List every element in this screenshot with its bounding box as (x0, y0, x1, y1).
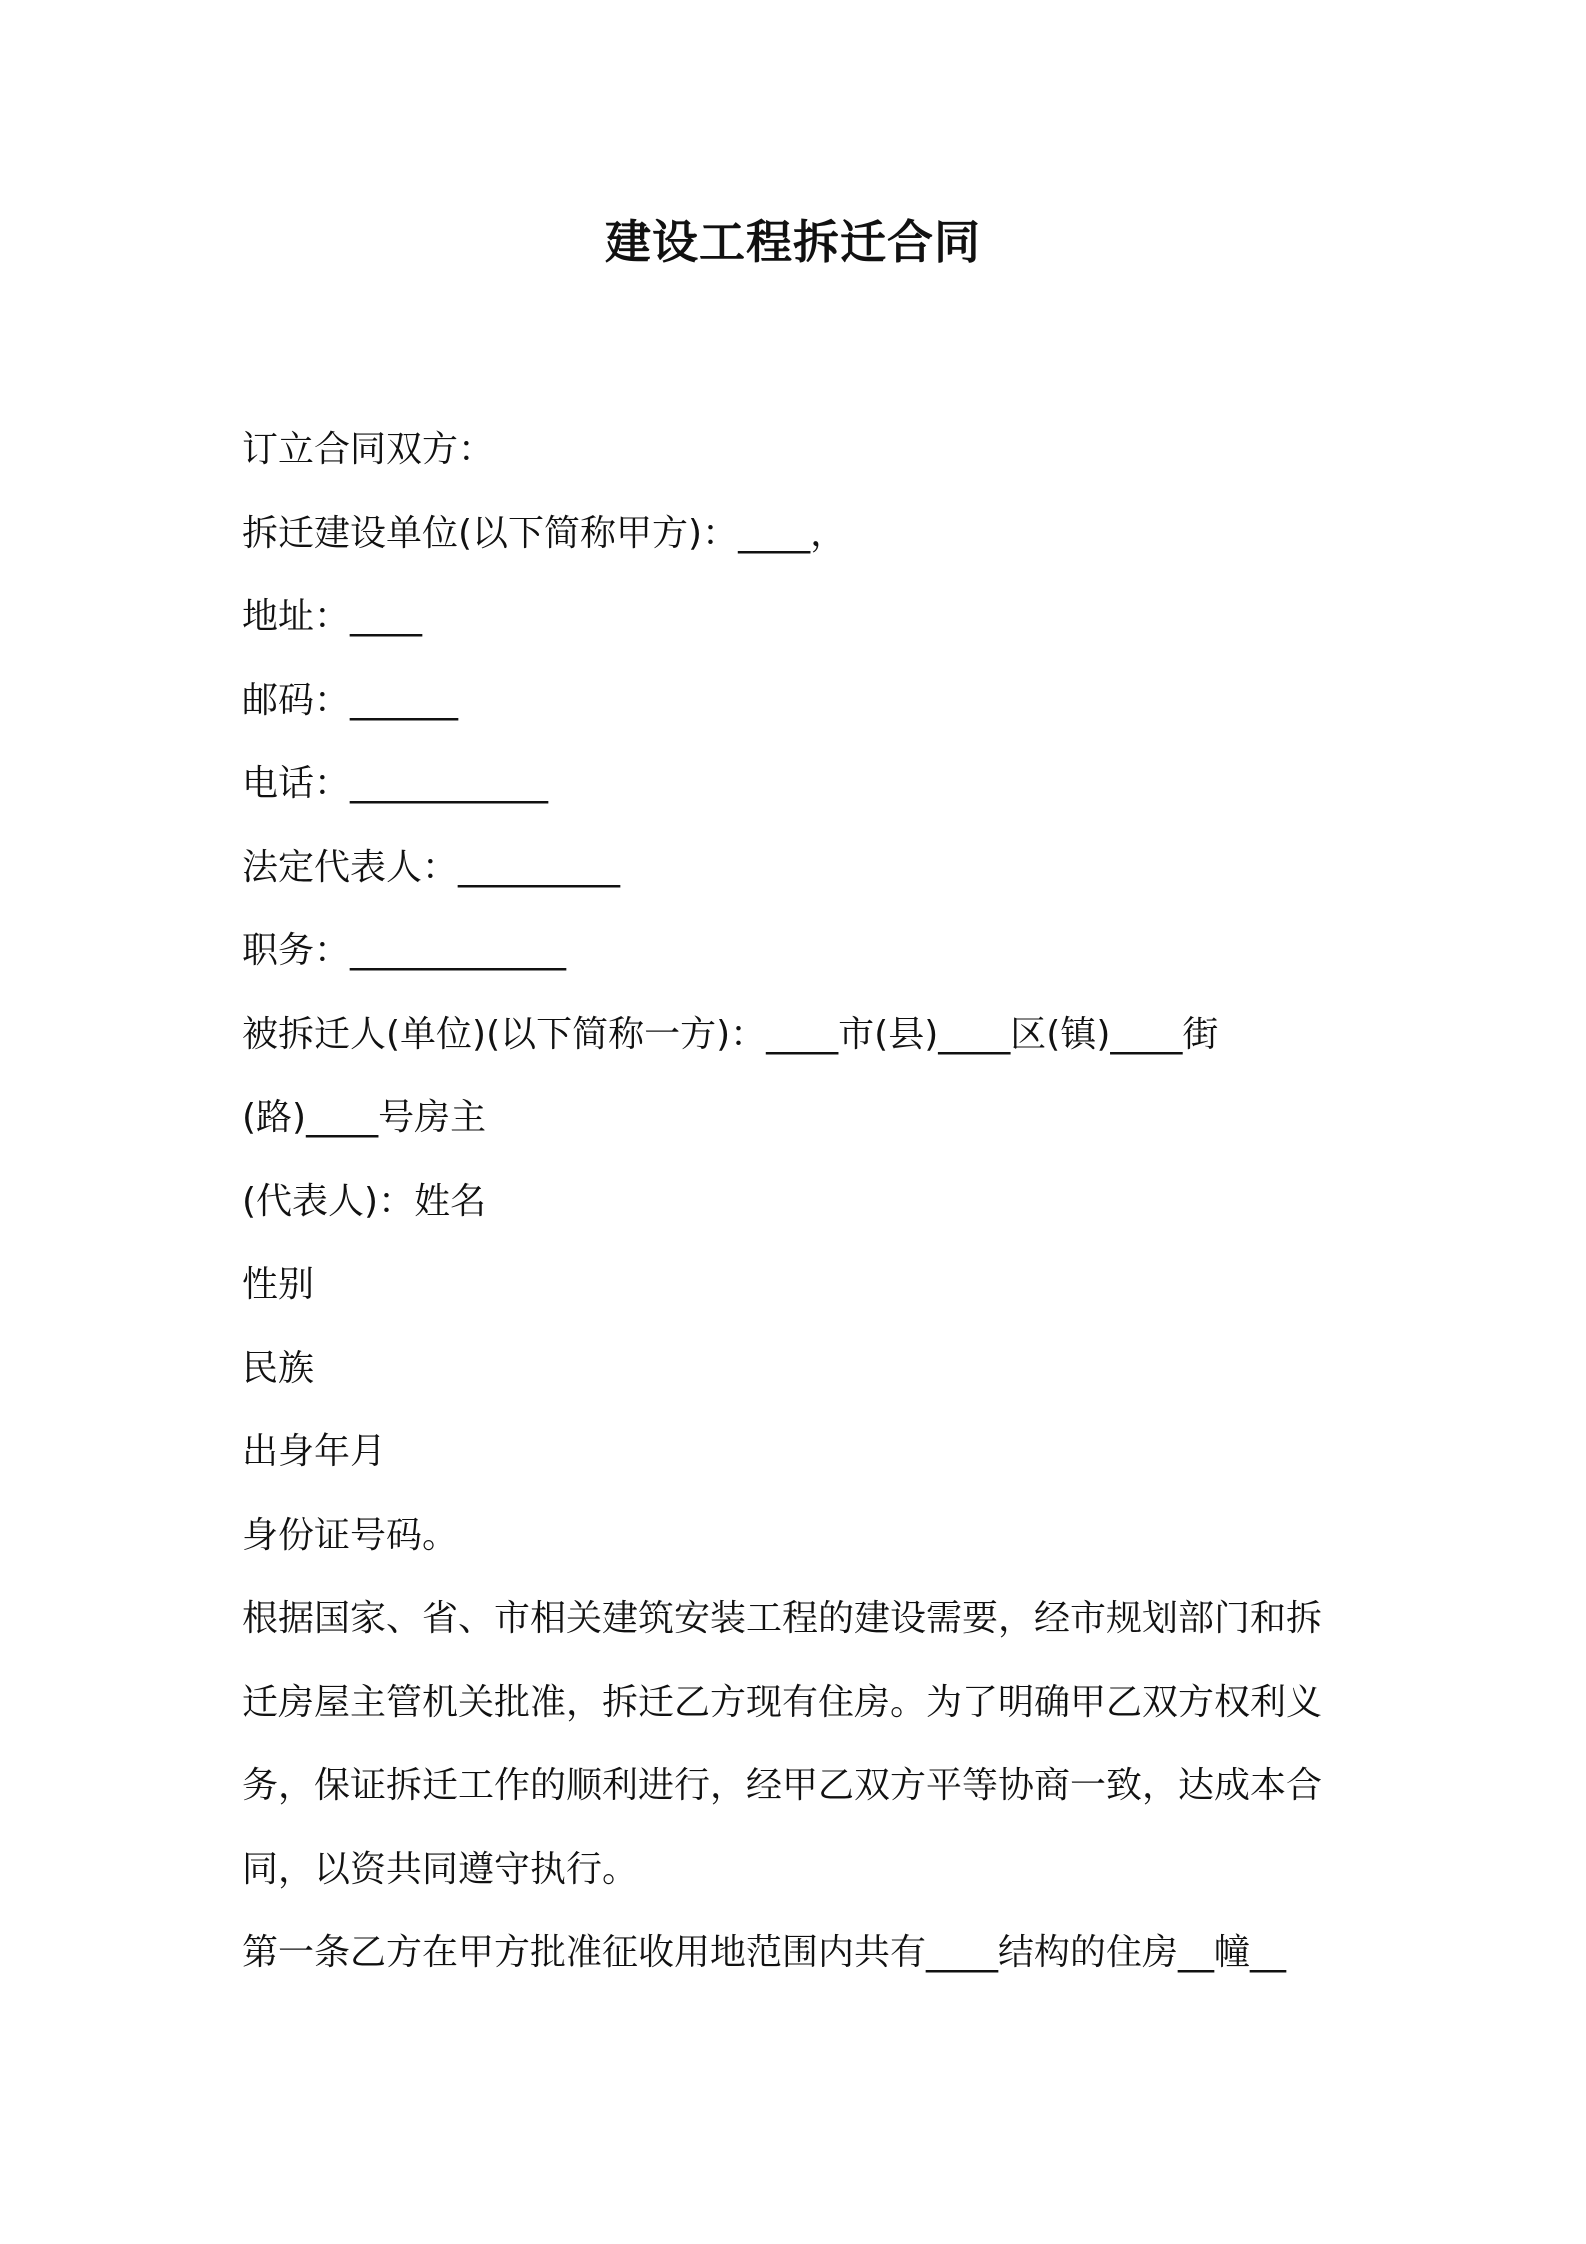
text-line: 根据国家、省、市相关建筑安装工程的建设需要，经市规划部门和拆 (242, 1598, 1323, 1639)
text-line: 出身年月 (242, 1431, 387, 1472)
text-line: 性别 (242, 1264, 315, 1305)
text-line: 第一条乙方在甲方批准征收用地范围内共有____结构的住房__幢__ (242, 1932, 1287, 1973)
text-line: 邮码：______ (242, 679, 459, 721)
text-line: 务，保证拆迁工作的顺利进行，经甲乙双方平等协商一致，达成本合 (242, 1765, 1323, 1806)
text-line: (路)____号房主 (242, 1097, 487, 1138)
document-title: 建设工程拆迁合同 (605, 215, 981, 269)
text-line: 身份证号码。 (242, 1514, 459, 1556)
text-line: 职务：____________ (242, 930, 567, 971)
text-line: 地址：____ (242, 596, 423, 637)
text-line: 电话：___________ (242, 763, 549, 804)
text-line: 拆迁建设单位(以下简称甲方)：____， (242, 512, 847, 554)
document-body (242, 408, 1362, 1995)
text-line: 被拆迁人(单位)(以下简称一方)：____市(县)____区(镇)____街 (242, 1013, 1219, 1055)
text-line: 迁房屋主管机关批准，拆迁乙方现有住房。为了明确甲乙双方权利义 (242, 1681, 1323, 1723)
text-line: 民族 (242, 1347, 315, 1389)
text-line: (代表人)：姓名 (242, 1180, 487, 1222)
text-line: 同，以资共同遵守执行。 (242, 1848, 639, 1890)
text-line: 法定代表人：_________ (242, 846, 621, 888)
text-line: 订立合同双方： (242, 429, 495, 470)
